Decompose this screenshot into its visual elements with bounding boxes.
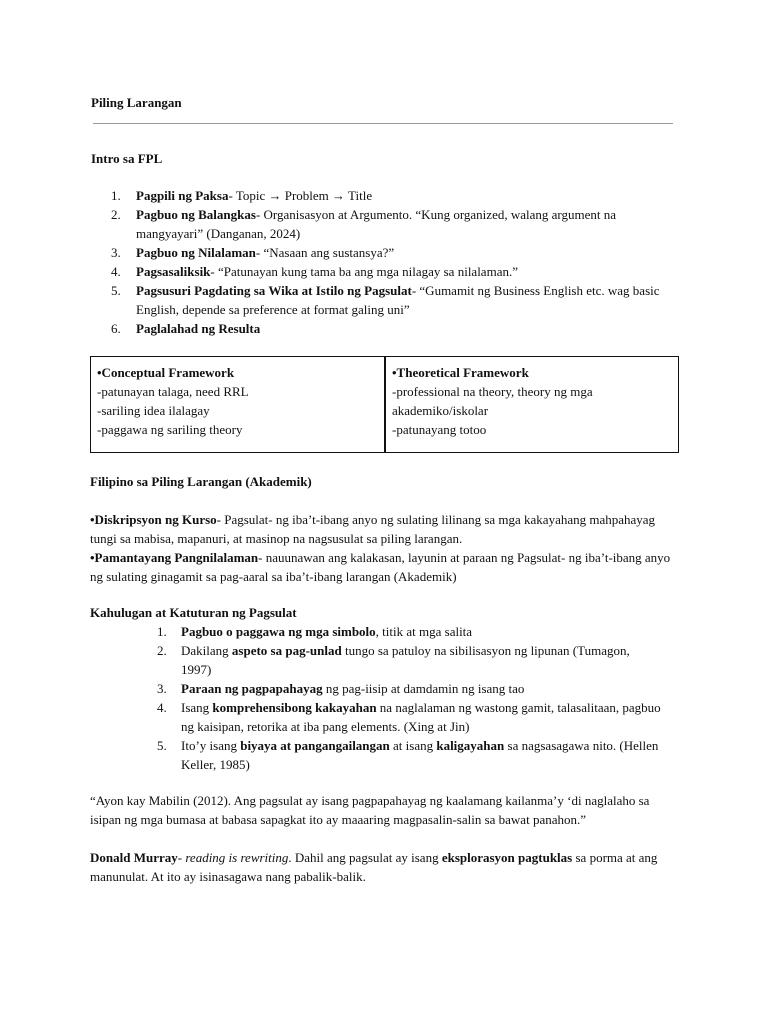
murray-paragraph: Donald Murray- reading is rewriting. Dahil ang pagsulat ay isang eksplorasyon pagtuklas sa porma at ang manunulat. At ito ay isinasagawa nang pabalik-balik. bbox=[90, 850, 658, 884]
murray-name: Donald Murray bbox=[90, 850, 178, 865]
framework-table bbox=[90, 356, 679, 453]
list-item: 6. Paglalahad ng Resulta bbox=[111, 321, 261, 336]
list-item: 2. Dakilang aspeto sa pag-unlad tungo sa patuloy na sibilisasyon ng lipunan (Tumagon, 1997) bbox=[157, 643, 630, 677]
step-title: Pagbuo ng Nilalaman bbox=[136, 245, 256, 260]
list-item: 4. Pagsasaliksik- “Patunayan kung tama ba ang mga nilagay sa nilalaman.” bbox=[111, 264, 518, 279]
mabilin-quote: “Ayon kay Mabilin (2012). Ang pagsulat ay isang pagpapahayag ng kaalamang kailanma’y ‘di naglalaho sa isipan ng mga bumasa at babasa sapagkat ito ay maaaring magpasalin-salin sa bawat panahon.” bbox=[90, 793, 650, 827]
conceptual-framework-cell bbox=[91, 357, 386, 452]
murray-keyword: eksplorasyon pagtuklas bbox=[441, 850, 573, 865]
definitions-list bbox=[157, 622, 661, 774]
theoretical-framework-title: •Theoretical Framework bbox=[392, 365, 529, 380]
content-standard-paragraph bbox=[90, 548, 680, 586]
theoretical-framework-cell bbox=[386, 357, 678, 452]
list-item: 4. Isang komprehensibong kakayahan na naglalaman ng wastong gamit, talasalitaan, pagbuo ng kaisipan, retorika at iba pang elements. (Xing at Jin) bbox=[157, 700, 661, 734]
step-title: Pagbuo ng Balangkas bbox=[136, 207, 256, 222]
list-item: 1. Pagpili ng Paksa- Topic → Problem → Title bbox=[111, 188, 373, 203]
list-item: 5. Pagsusuri Pagdating sa Wika at Istilo ng Pagsulat- “Gumamit ng Business English etc. wag basic English, depende sa preference at format galing uni” bbox=[111, 283, 660, 317]
content-standard-text: - nauunawan ang kalakasan, layunin at paraan ng Pagsulat- ng iba’t-ibang anyo ng sulating ginagamit sa pag-aaral sa iba’t-ibang larangan (Akademik) bbox=[90, 550, 671, 584]
list-item: 5. Ito’y isang biyaya at pangangailangan at isang kaligayahan sa nagsasagawa nito. (Hellen Keller, 1985) bbox=[157, 738, 659, 772]
theoretical-line: -professional na theory, theory ng mga akademiko/iskolar bbox=[392, 384, 593, 418]
step-title: Pagsasaliksik bbox=[136, 264, 211, 279]
step-text: - “Patunayan kung tama ba ang mga nilagay sa nilalaman.” bbox=[210, 264, 518, 279]
murray-quote: reading is rewriting bbox=[185, 850, 289, 865]
conceptual-line: -sariling idea ilalagay bbox=[97, 403, 210, 418]
horizontal-divider bbox=[93, 123, 673, 124]
conceptual-line: -patunayan talaga, need RRL bbox=[97, 384, 249, 399]
list-item: 2. Pagbuo ng Balangkas- Organisasyon at Argumento. “Kung organized, walang argument na mangyayari” (Danganan, 2024) bbox=[111, 207, 617, 241]
course-description-text: - Pagsulat- ng iba’t-ibang anyo ng sulating lilinang sa mga kakayahang mahpahayag tungi sa mabisa, mapanuri, at masinop na nagsusulat sa piling larangan. bbox=[90, 512, 656, 546]
step-text: - Organisasyon at Argumento. “Kung organized, walang argument na mangyayari” (Danganan, 2024) bbox=[136, 207, 617, 241]
section-heading-kahulugan: Kahulugan at Katuturan ng Pagsulat bbox=[90, 605, 297, 620]
step-text: - “Nasaan ang sustansya?” bbox=[255, 245, 395, 260]
intro-steps-list bbox=[111, 186, 676, 338]
list-item: 3. Paraan ng pagpapahayag ng pag-iisip at damdamin ng isang tao bbox=[157, 681, 525, 696]
section-heading-intro: Intro sa FPL bbox=[91, 151, 163, 166]
document-title: Piling Larangan bbox=[91, 95, 182, 110]
step-title: Paglalahad ng Resulta bbox=[136, 321, 261, 336]
theoretical-line: -patunayang totoo bbox=[392, 422, 487, 437]
section-heading-filipino: Filipino sa Piling Larangan (Akademik) bbox=[90, 474, 312, 489]
course-description-label: •Diskripsyon ng Kurso bbox=[90, 512, 217, 527]
step-text: - “Gumamit ng Business English etc. wag basic English, depende sa preference at format galing uni” bbox=[136, 283, 660, 317]
step-title: Pagsusuri Pagdating sa Wika at Istilo ng Pagsulat bbox=[136, 283, 412, 298]
list-item: 3. Pagbuo ng Nilalaman- “Nasaan ang sustansya?” bbox=[111, 245, 395, 260]
step-text: - Topic → Problem → Title bbox=[228, 188, 373, 203]
step-title: Pagpili ng Paksa bbox=[136, 188, 229, 203]
content-standard-label: •Pamantayang Pangnilalaman bbox=[90, 550, 259, 565]
course-description-paragraph bbox=[90, 510, 680, 548]
conceptual-line: -paggawa ng sariling theory bbox=[97, 422, 243, 437]
list-item: 1. Pagbuo o paggawa ng mga simbolo, titik at mga salita bbox=[157, 624, 473, 639]
conceptual-framework-title: •Conceptual Framework bbox=[97, 365, 235, 380]
